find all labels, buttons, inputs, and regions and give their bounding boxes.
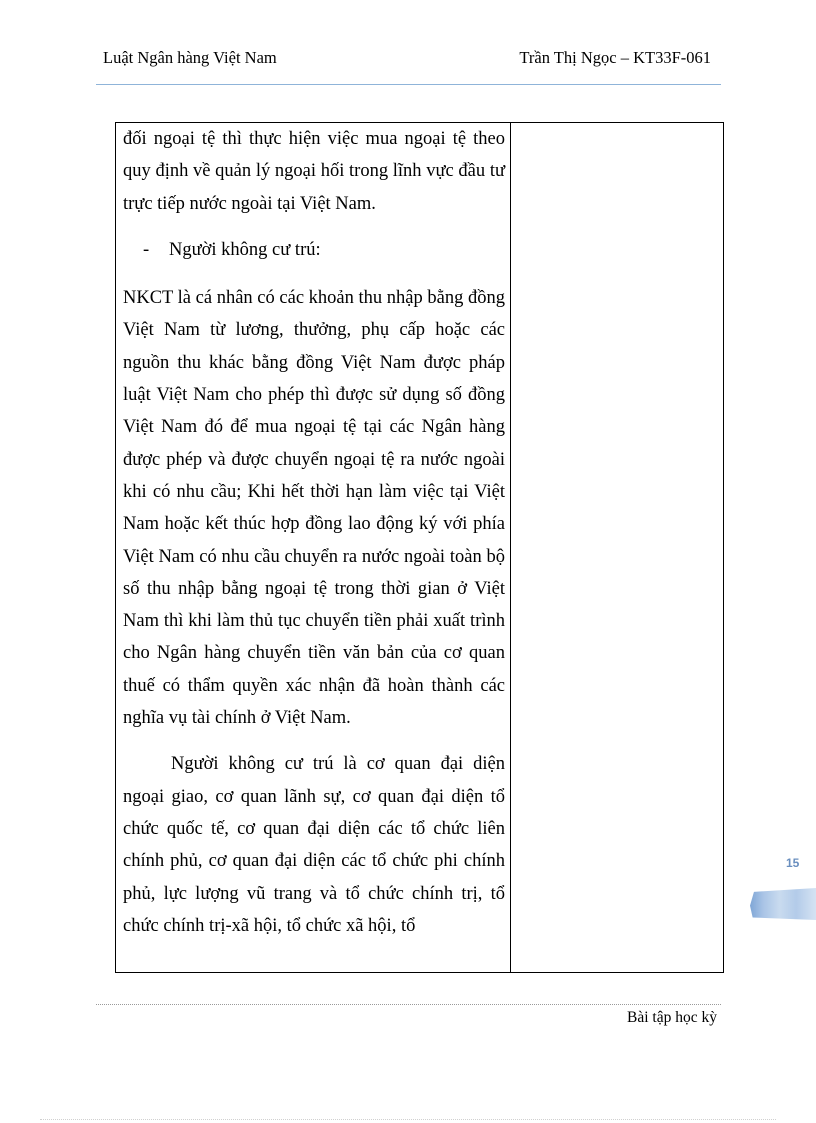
header-title: Luật Ngân hàng Việt Nam xyxy=(103,48,277,67)
paragraph-non-resident-organizations: Người không cư trú là cơ quan đại diện ngoại giao, cơ quan lãnh sự, cơ quan đại diện tổ chức quốc tế, cơ quan đại diện các tổ chức liên chính phủ, cơ quan đại diện các tổ chức phi chính phủ, lực lượng vũ trang và tổ chức chính trị, tổ chức chính trị-xã hội, tổ chức xã hội, tổ xyxy=(123,754,505,936)
paragraph-nkct: NKCT là cá nhân có các khoản thu nhập bằng đồng Việt Nam từ lương, thưởng, phụ cấp hoặc các nguồn thu khác bằng đồng Việt Nam được pháp luật Việt Nam cho phép thì được sử dụng số đồng Việt Nam đó để mua ngoại tệ tại các Ngân hàng được phép và được chuyển ngoại tệ ra nước ngoài khi có nhu cầu; Khi hết thời hạn làm việc tại Việt Nam hoặc kết thúc hợp đồng lao động ký với phía Việt Nam có nhu cầu chuyển ra nước ngoài toàn bộ số thu nhập bằng ngoại tệ trong thời gian ở Việt Nam thì khi làm thủ tục chuyển tiền phải xuất trình cho Ngân hàng chuyển tiền văn bản của cơ quan thuế có thẩm quyền xác nhận đã hoàn thành các nghĩa vụ tài chính ở Việt Nam. xyxy=(123,288,505,729)
page-tab-decoration xyxy=(750,888,816,920)
content-table xyxy=(115,122,724,973)
table-column-divider xyxy=(510,123,511,972)
footer-divider xyxy=(96,1004,721,1005)
bullet-dash: - xyxy=(143,239,150,260)
bullet-text: Người không cư trú: xyxy=(169,239,321,260)
page-header xyxy=(103,48,711,72)
table-cell-text xyxy=(123,123,505,942)
page-number: 15 xyxy=(786,856,800,870)
footer-text: Bài tập học kỳ xyxy=(627,1009,717,1026)
header-author: Trần Thị Ngọc – KT33F-061 xyxy=(519,48,711,67)
paragraph-continuation: đối ngoại tệ thì thực hiện việc mua ngoại tệ theo quy định về quản lý ngoại hối trong lĩnh vực đầu tư trực tiếp nước ngoài tại Việt Nam. xyxy=(123,129,505,214)
bullet-item xyxy=(123,234,505,266)
header-divider xyxy=(96,84,721,85)
page-bottom-divider xyxy=(40,1119,776,1120)
